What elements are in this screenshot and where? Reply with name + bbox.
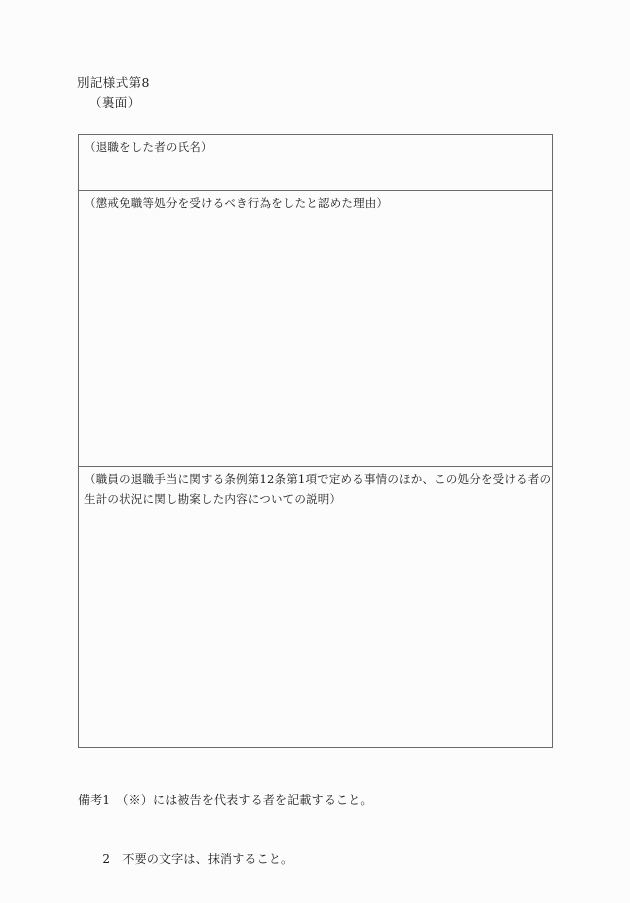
table-row-dismissal-reason	[79, 191, 553, 467]
field-label-livelihood-line2: 生計の状況に関し勘案した内容についての説明）	[84, 491, 342, 506]
form-table	[78, 134, 553, 748]
remarks	[78, 752, 373, 903]
table-row-retiree-name	[79, 135, 553, 191]
table-row-livelihood-explanation	[79, 467, 553, 748]
remark-line-2: 2 不要の文字は、抹消すること。	[78, 851, 294, 866]
field-dismissal-reason	[79, 191, 553, 467]
field-retiree-name	[79, 135, 553, 191]
form-number-title: 別記様式第8	[77, 75, 150, 90]
field-livelihood-explanation	[79, 467, 553, 748]
page-side-label: （裏面）	[89, 95, 141, 110]
field-label-retiree-name: （退職をした者の氏名）	[84, 140, 213, 154]
field-label-dismissal-reason: （懲戒免職等処分を受けるべき行為をしたと認めた理由）	[84, 196, 389, 210]
remark-line-1: 備考1 （※）には被告を代表する者を記載すること。	[78, 793, 373, 807]
field-label-livelihood-line1: （職員の退職手当に関する条例第12条第1項で定める事情のほか、この処分を受ける者の	[84, 472, 552, 486]
